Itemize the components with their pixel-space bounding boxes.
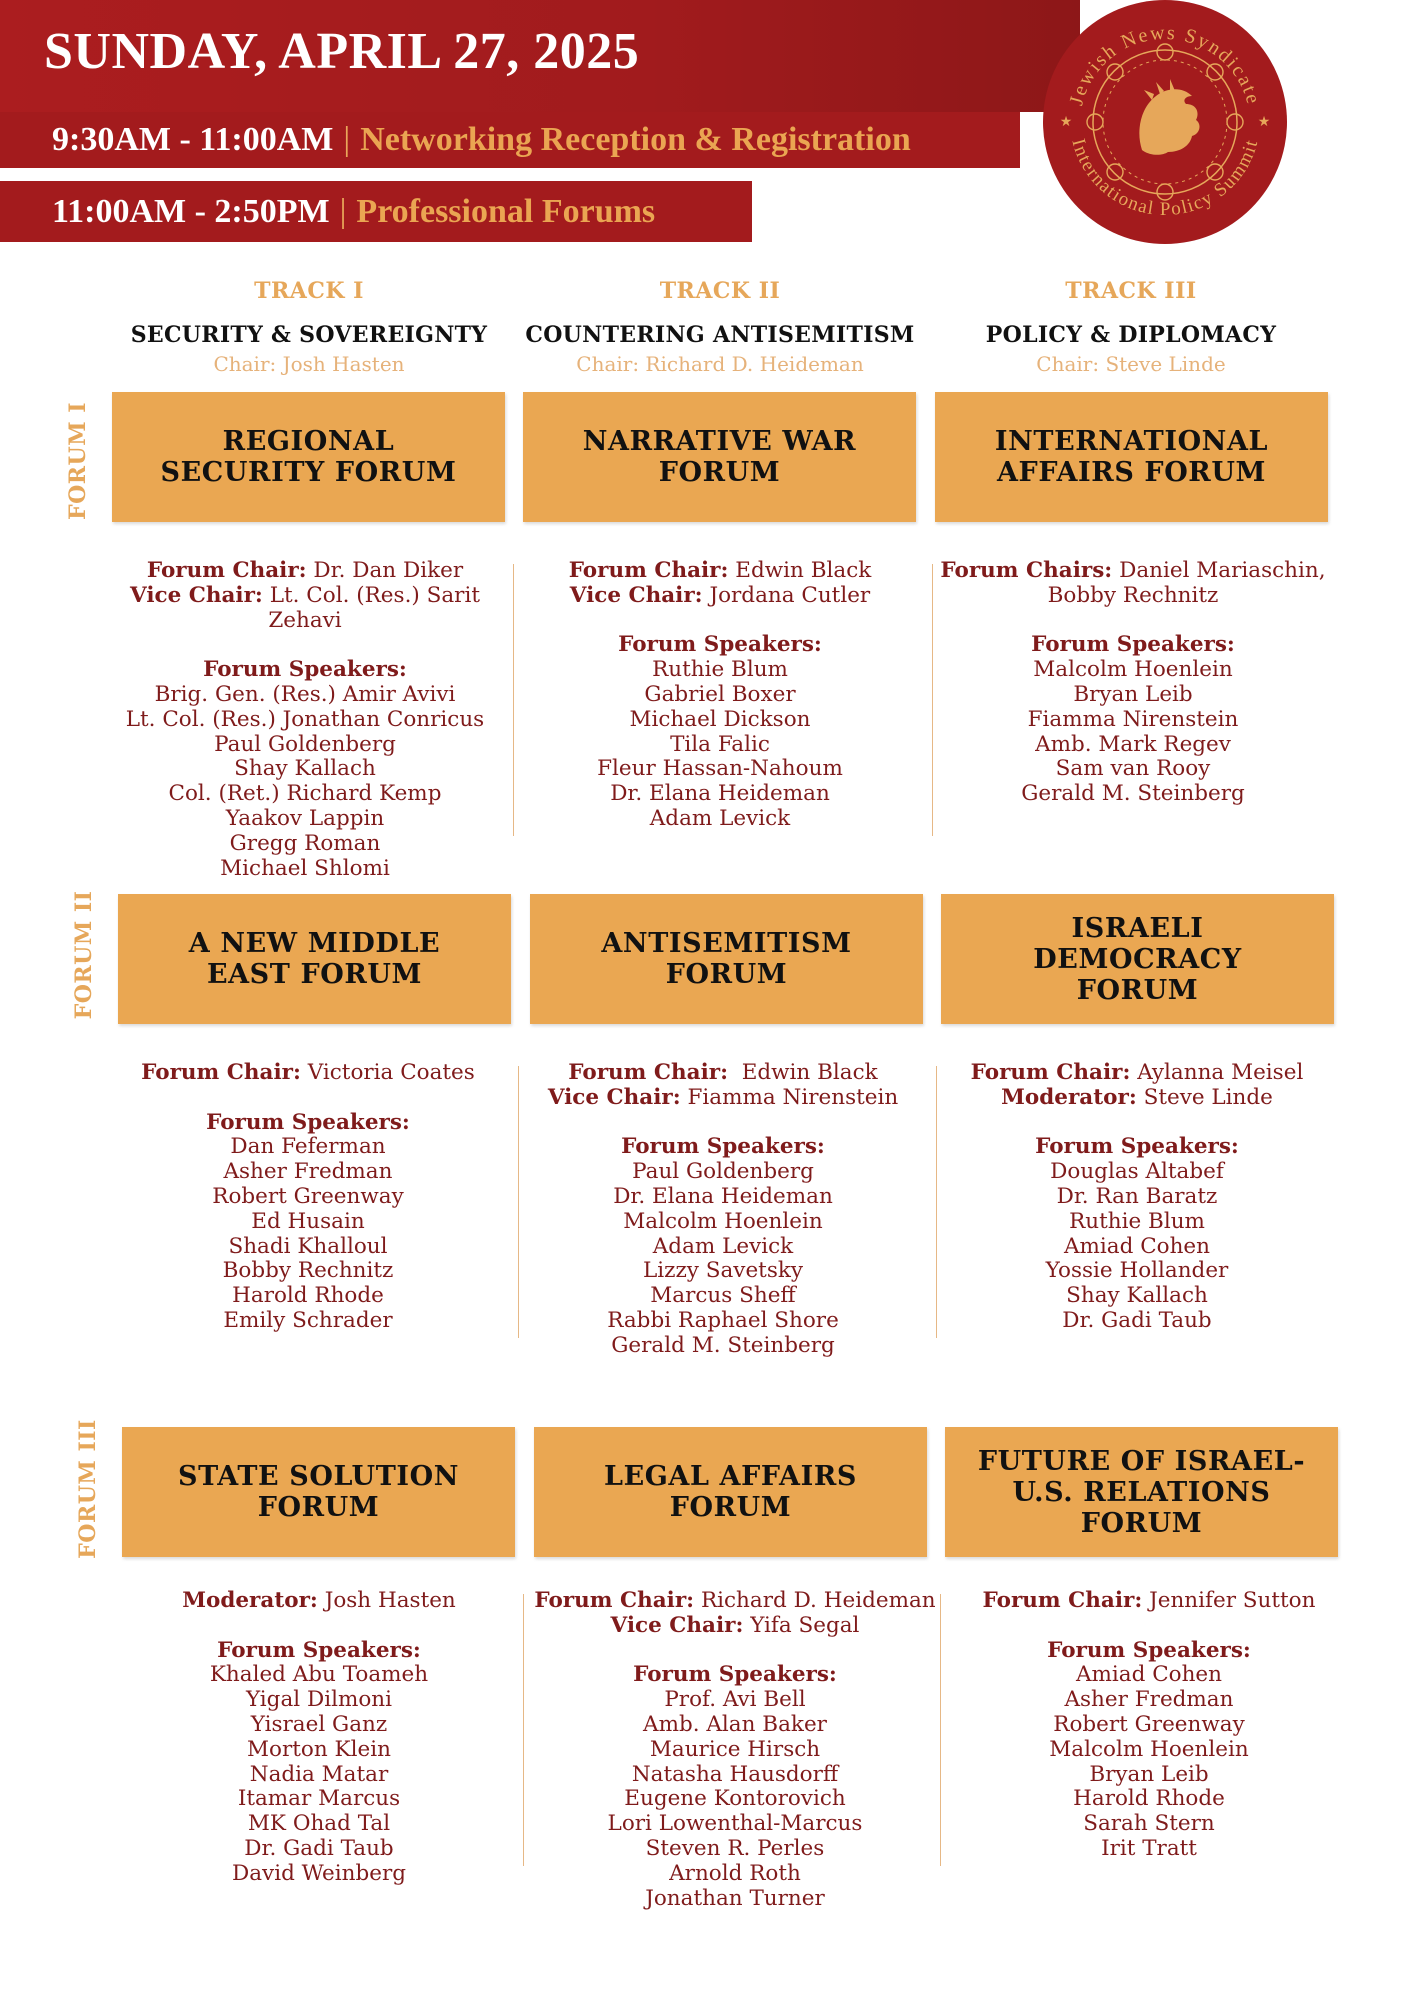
speaker-name: Marcus Sheff <box>650 1283 796 1309</box>
forum-box-regional-security: REGIONAL SECURITY FORUM <box>112 392 505 522</box>
role-label: Moderator: <box>182 1588 318 1613</box>
seal-bottom-text: International Policy Summit <box>1067 136 1263 221</box>
forum-label-1: FORUM I <box>65 401 91 521</box>
session-banner-forums <box>0 181 752 242</box>
star-icon: ★ <box>1257 114 1271 130</box>
speaker-name: Bryan Leib <box>1089 1761 1209 1787</box>
role-name: Lt. Col. (Res.) Sarit Zehavi <box>262 582 480 633</box>
speakers-heading: Forum Speakers: <box>1047 1637 1251 1663</box>
date-banner <box>0 0 1080 112</box>
forum-label-3: FORUM III <box>75 1419 101 1559</box>
speaker-name: Amb. Alan Baker <box>643 1711 827 1737</box>
speaker-name: Michael Dickson <box>629 706 811 732</box>
role-label: Forum Chair: <box>568 1060 729 1085</box>
speaker-name: Dr. Ran Baratz <box>1056 1183 1218 1209</box>
speaker-name: Rabbi Raphael Shore <box>607 1307 839 1333</box>
speaker-name: Adam Levick <box>649 805 791 831</box>
speaker-name: Ruthie Blum <box>652 657 788 683</box>
speaker-name: Dr. Gadi Taub <box>244 1835 394 1861</box>
speaker-name: Dr. Gadi Taub <box>1062 1307 1212 1333</box>
forum-details <box>103 1061 513 1334</box>
speaker-name: Eugene Kontorovich <box>624 1786 846 1812</box>
speaker-name: Lt. Col. (Res.) Jonathan Conricus <box>125 706 485 732</box>
session-banner-reception <box>0 112 1020 168</box>
speaker-name: Shay Kallach <box>234 756 376 782</box>
track-title: SECURITY & SOVEREIGNTY <box>130 322 488 348</box>
forum-box-israeli-democracy: ISRAELI DEMOCRACY FORUM <box>941 894 1334 1024</box>
role-name: Yifa Segal <box>743 1612 860 1638</box>
speaker-name: Paul Goldenberg <box>632 1159 814 1185</box>
session-time: 9:30AM - 11:00AM <box>52 121 334 158</box>
speaker-name: Robert Greenway <box>212 1183 404 1209</box>
role-label: Vice Chair: <box>547 1084 681 1110</box>
track-title: COUNTERING ANTISEMITISM <box>525 322 915 348</box>
speaker-name: Dan Feferman <box>230 1134 386 1160</box>
speaker-name: Gerald M. Steinberg <box>1021 781 1245 807</box>
speakers-heading: Forum Speakers: <box>1035 1134 1239 1160</box>
speaker-name: Brig. Gen. (Res.) Amir Avivi <box>154 681 456 707</box>
speaker-name: Yisrael Ganz <box>250 1711 388 1737</box>
speaker-name: Adam Levick <box>652 1233 794 1259</box>
speaker-name: Malcolm Hoenlein <box>623 1208 823 1234</box>
speaker-name: Tila Falic <box>670 731 770 757</box>
forum-box-israel-us-relations: FUTURE OF ISRAEL- U.S. RELATIONS FORUM <box>945 1427 1338 1557</box>
role-name: Dr. Dan Diker <box>306 558 464 583</box>
track-header-3 <box>931 278 1331 376</box>
speaker-name: Lori Lowenthal-Marcus <box>607 1811 863 1837</box>
role-name: Richard D. Heideman <box>694 1588 936 1613</box>
speaker-name: Dr. Elana Heideman <box>613 1183 833 1209</box>
speaker-name: Bryan Leib <box>1073 681 1193 707</box>
forum-details <box>114 1589 524 1887</box>
forum-details <box>928 559 1338 807</box>
speaker-name: Gerald M. Steinberg <box>611 1332 835 1358</box>
speaker-name: Prof. Avi Bell <box>664 1687 806 1713</box>
speaker-name: Malcolm Hoenlein <box>1033 657 1233 683</box>
forum-details <box>944 1589 1354 1862</box>
track-chair: Chair: Josh Hasten <box>213 352 405 376</box>
speaker-name: Amiad Cohen <box>1063 1233 1211 1259</box>
speaker-name: Shay Kallach <box>1066 1283 1208 1309</box>
column-divider <box>513 564 514 836</box>
role-name: Daniel Mariaschin, <box>1112 558 1326 583</box>
speaker-name: Steven R. Perles <box>645 1835 825 1861</box>
forum-details <box>530 1589 940 1911</box>
track-header-2 <box>520 278 920 376</box>
speaker-name: Maurice Hirsch <box>649 1736 821 1762</box>
speakers-heading: Forum Speakers: <box>206 1109 410 1135</box>
role-name: Steve Linde <box>1136 1084 1273 1110</box>
role-name: Edwin Black <box>728 558 872 583</box>
speaker-name: Asher Fredman <box>223 1159 393 1185</box>
session-separator: | <box>343 121 351 158</box>
role-label: Vice Chair: <box>130 582 263 608</box>
speaker-name: Irit Tratt <box>1101 1835 1197 1861</box>
session-time: 11:00AM - 2:50PM <box>52 192 330 230</box>
role-name: Edwin Black <box>728 1060 878 1085</box>
forum-box-legal-affairs: LEGAL AFFAIRS FORUM <box>534 1427 927 1557</box>
seal-top-text: Jewish News Syndicate <box>1065 21 1265 108</box>
speaker-name: Harold Rhode <box>232 1283 384 1309</box>
speaker-name: Fiamma Nirenstein <box>1027 706 1239 732</box>
role-label: Forum Chair: <box>568 558 729 583</box>
forum-box-narrative-war: NARRATIVE WAR FORUM <box>523 392 916 522</box>
speakers-heading: Forum Speakers: <box>217 1637 421 1663</box>
session-event: Networking Reception & Registration <box>360 121 911 158</box>
divider <box>0 168 1020 181</box>
speaker-name: Yossie Hollander <box>1045 1258 1229 1284</box>
speaker-name: MK Ohad Tal <box>247 1811 391 1837</box>
speakers-heading: Forum Speakers: <box>621 1134 825 1160</box>
speaker-name: Paul Goldenberg <box>214 731 396 757</box>
speaker-name: Amb. Mark Regev <box>1035 731 1231 757</box>
role-label: Vice Chair: <box>610 1612 744 1638</box>
speaker-name: Gregg Roman <box>229 830 381 856</box>
forum-box-antisemitism: ANTISEMITISM FORUM <box>530 894 923 1024</box>
speaker-name: Fleur Hassan-Nahoum <box>597 756 843 782</box>
speaker-name: Khaled Abu Toameh <box>209 1662 429 1688</box>
column-divider <box>523 1594 524 1866</box>
forum-details <box>515 559 925 832</box>
speaker-name: Natasha Hausdorff <box>631 1761 839 1787</box>
speaker-name: Itamar Marcus <box>237 1786 401 1812</box>
role-label: Forum Chair: <box>970 1060 1131 1085</box>
speaker-name: Amiad Cohen <box>1075 1662 1223 1688</box>
track-number: TRACK III <box>1065 278 1197 304</box>
speaker-name: Yaakov Lappin <box>225 805 385 831</box>
track-number: TRACK II <box>659 278 781 304</box>
role-name: Josh Hasten <box>317 1588 456 1613</box>
summit-seal-logo <box>1040 0 1290 248</box>
speaker-name: Malcolm Hoenlein <box>1049 1736 1249 1762</box>
event-date: SUNDAY, APRIL 27, 2025 <box>44 23 640 80</box>
role-name: Bobby Rechnitz <box>1047 582 1219 608</box>
role-name: Jennifer Sutton <box>1142 1588 1316 1613</box>
speakers-heading: Forum Speakers: <box>633 1662 837 1688</box>
track-header-1 <box>109 278 509 376</box>
speaker-name: Lizzy Savetsky <box>642 1258 804 1284</box>
speaker-name: Bobby Rechnitz <box>222 1258 394 1284</box>
speaker-name: Arnold Roth <box>669 1860 801 1886</box>
track-number: TRACK I <box>254 278 364 304</box>
track-chair: Chair: Richard D. Heideman <box>576 352 864 376</box>
role-name: Victoria Coates <box>300 1060 475 1085</box>
session-event: Professional Forums <box>356 192 656 230</box>
speakers-heading: Forum Speakers: <box>1031 632 1235 658</box>
forum-label-2: FORUM II <box>71 890 97 1020</box>
forum-box-international-affairs: INTERNATIONAL AFFAIRS FORUM <box>935 392 1328 522</box>
role-name: Aylanna Meisel <box>1130 1060 1304 1085</box>
speaker-name: Emily Schrader <box>223 1307 393 1333</box>
track-title: POLICY & DIPLOMACY <box>985 322 1277 348</box>
speakers-heading: Forum Speakers: <box>618 632 822 658</box>
forum-details <box>100 559 510 881</box>
speaker-name: Dr. Elana Heideman <box>610 781 830 807</box>
forum-box-new-middle-east: A NEW MIDDLE EAST FORUM <box>118 894 511 1024</box>
role-label: Forum Chair: <box>982 1588 1143 1613</box>
speaker-name: Col. (Ret.) Richard Kemp <box>168 781 442 807</box>
speaker-name: Yigal Dilmoni <box>245 1687 393 1713</box>
session-separator: | <box>339 192 347 230</box>
role-label: Forum Chairs: <box>940 558 1113 583</box>
role-label: Forum Chair: <box>534 1588 695 1613</box>
speaker-name: Shadi Khalloul <box>228 1233 388 1259</box>
speaker-name: Nadia Matar <box>249 1761 389 1787</box>
forum-details <box>518 1061 928 1359</box>
column-divider <box>940 1594 941 1866</box>
role-name: Jordana Cutler <box>702 582 871 608</box>
speaker-name: Morton Klein <box>247 1736 391 1762</box>
speaker-name: Douglas Altabef <box>1050 1159 1224 1185</box>
speaker-name: Jonathan Turner <box>645 1885 825 1911</box>
forum-details <box>932 1061 1342 1334</box>
role-name: Fiamma Nirenstein <box>680 1084 899 1110</box>
speakers-heading: Forum Speakers: <box>203 657 407 683</box>
speaker-name: Asher Fredman <box>1064 1687 1234 1713</box>
speaker-name: Michael Shlomi <box>220 855 390 881</box>
role-label: Forum Chair: <box>141 1060 301 1085</box>
speaker-name: David Weinberg <box>232 1860 406 1886</box>
role-label: Forum Chair: <box>146 558 307 583</box>
speaker-name: Gabriel Boxer <box>644 681 796 707</box>
track-chair: Chair: Steve Linde <box>1036 352 1226 376</box>
speaker-name: Sam van Rooy <box>1055 756 1211 782</box>
forum-box-state-solution: STATE SOLUTION FORUM <box>122 1427 515 1557</box>
speaker-name: Robert Greenway <box>1053 1711 1245 1737</box>
speaker-name: Ed Husain <box>251 1208 365 1234</box>
speaker-name: Harold Rhode <box>1073 1786 1225 1812</box>
role-label: Vice Chair: <box>569 582 703 608</box>
speaker-name: Sarah Stern <box>1083 1811 1215 1837</box>
star-icon: ★ <box>1059 114 1073 130</box>
speaker-name: Ruthie Blum <box>1069 1208 1205 1234</box>
role-label: Moderator: <box>1001 1084 1137 1110</box>
